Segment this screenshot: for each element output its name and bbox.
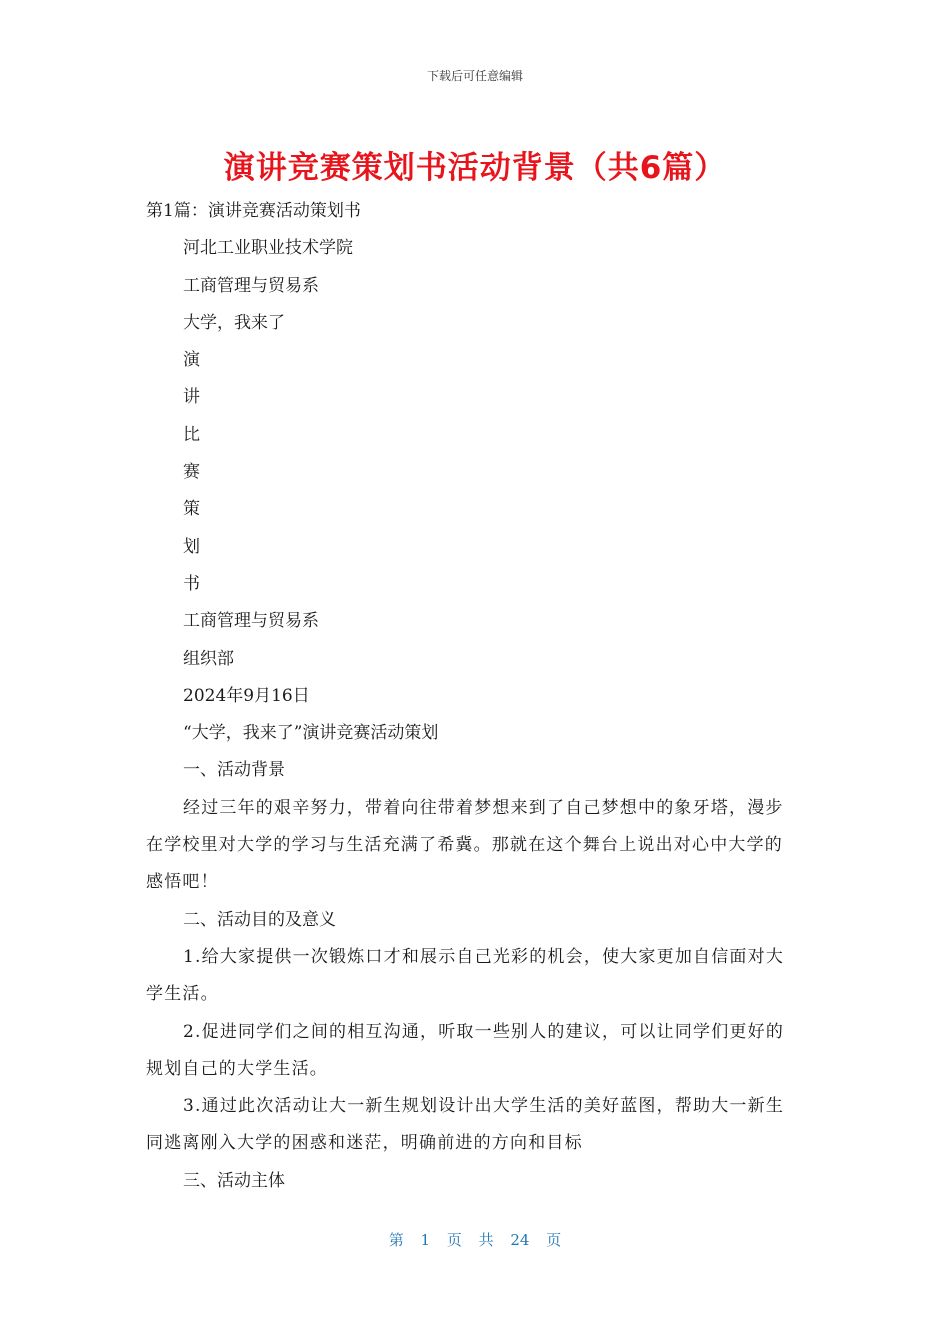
body-line: 演 — [183, 350, 200, 371]
plan-title-line: “大学，我来了”演讲竞赛活动策划 — [183, 723, 439, 744]
subsection-heading: 一、活动背景 — [183, 760, 285, 781]
document-body — [146, 193, 798, 1200]
subsection-heading: 三、活动主体 — [183, 1170, 285, 1191]
subsection-heading: 二、活动目的及意义 — [183, 909, 336, 930]
date-line: 2024年9月16日 — [183, 685, 310, 706]
footer-page-mid: 页 共 — [446, 1231, 494, 1249]
body-line: 讲 — [183, 387, 200, 408]
paragraph: 3.通过此次活动让大一新生规划设计出大学生活的美好蓝图，帮助大一新生同逃离刚入大学的困惑和迷茫，明确前进的方向和目标 — [146, 1096, 785, 1154]
body-line: 书 — [183, 573, 200, 594]
page-footer — [0, 1229, 950, 1250]
header-note: 下载后可任意编辑 — [426, 69, 523, 83]
body-line: 工商管理与贸易系 — [183, 611, 319, 632]
body-line: 比 — [183, 424, 200, 445]
body-line: 划 — [183, 536, 200, 557]
paragraph: 2.促进同学们之间的相互沟通，听取一些别人的建议，可以让同学们更好的规划自己的大学生活。 — [146, 1021, 785, 1079]
footer-page-label: 第 — [388, 1231, 404, 1249]
section-heading: 第1篇：演讲竞赛活动策划书 — [146, 201, 361, 221]
document-title: 演讲竞赛策划书活动背景（共6篇） — [223, 150, 727, 186]
paragraph: 1.给大家提供一次锻炼口才和展示自己光彩的机会，使大家更加自信面对大学生活。 — [146, 946, 785, 1005]
body-line: 河北工业职业技术学院 — [183, 238, 353, 259]
body-line: 工商管理与贸易系 — [183, 275, 319, 296]
body-line: 组织部 — [183, 648, 234, 669]
paragraph: 经过三年的艰辛努力，带着向往带着梦想来到了自己梦想中的象牙塔，漫步在学校里对大学的学习与生活充满了希冀。那就在这个舞台上说出对心中大学的感悟吧！ — [146, 797, 784, 893]
footer-page-end: 页 — [546, 1231, 562, 1249]
body-line: 赛 — [183, 462, 200, 483]
footer-page-current: 1 — [420, 1231, 431, 1249]
body-line: 策 — [183, 499, 200, 520]
footer-page-total: 24 — [510, 1231, 530, 1249]
body-line: 大学，我来了 — [183, 312, 285, 333]
